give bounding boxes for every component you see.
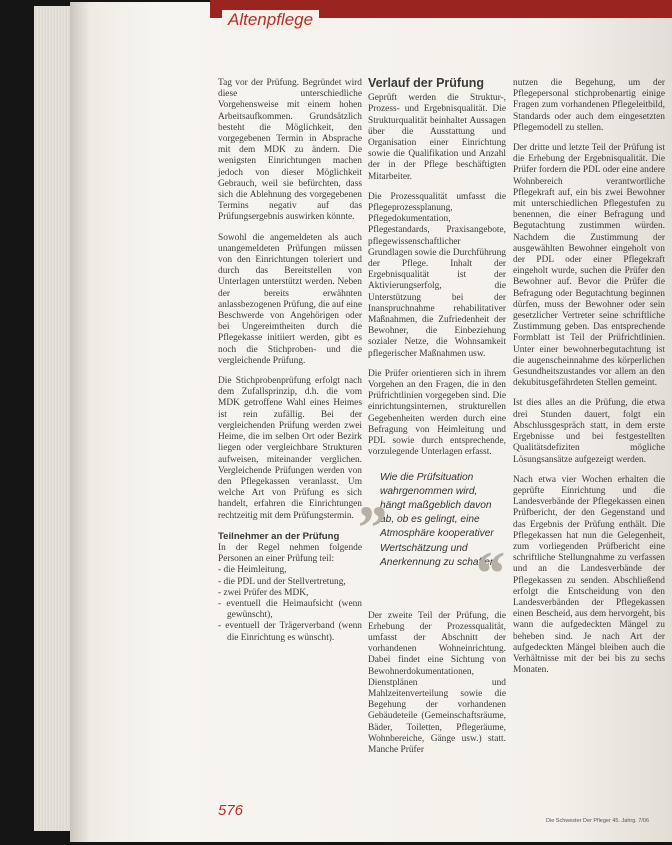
paragraph: Die Prüfer orientieren sich in ihrem Vorgehen an den Fragen, die in den Prüfrichtlinien vorgegeben sind. Die einrichtungsinternen, strukturellen Gegebenheiten werden durch eine Befragung von Heimleitung und PDL sowie durch entsprechende, vorzulegende Unterlagen erfasst. <box>368 368 506 458</box>
list-intro: In der Regel nehmen folgende Personen an einer Prüfung teil: <box>218 542 362 565</box>
close-quote-icon: “ <box>473 539 504 608</box>
list-item: - eventuell die Heimaufsicht (wenn gewünscht), <box>218 598 362 621</box>
paragraph: Ist dies alles an die Prüfung, die etwa drei Stunden dauert, folgt ein Abschlussgespräch statt, in dem erste Ergebnisse und bei festgestellten Qualitätsdefiziten mögliche Lösungsansätze aufgezeigt werden. <box>513 398 665 465</box>
page-number: 576 <box>218 802 244 819</box>
paragraph: Der dritte und letzte Teil der Prüfung ist die Erhebung der Ergebnisqualität. Die Prüfer fordern die PDL oder eine andere Wohnbereich verantwortliche Pflegekraft auf, ein bis zwei Bewohner mit unterschiedlichen Pflegestufen zu benennen, die einer Befragung und Begutachtung zustimmen würden. Nachdem die Zustimmung der ausgewählten Bewohner eingeholt von der PDL oder einer Pflegekraft eingeholt wurde, suchen die Prüfer den Bewohner auf. Bevor die Prüfer die Befragung oder Begutachtung beginnen dürfen, muss der Bewohner oder sein gesetzlicher Vertreter seine schriftliche Zustimmung geben. Das entsprechende Formblatt ist Teil der Prüfrichtlinien. Unter einer bewohnerbegutachtung ist die augenscheinnahme des körperlichen Gesundheitszustandes vor allem an den dekubitusgefährdeten Stellen gemeint. <box>513 143 665 389</box>
column-left <box>218 78 362 768</box>
paragraph: Der zweite Teil der Prüfung, die Erhebung der Prozessqualität, umfasst der Abschnitt der vorhandenen Wohneinrichtung. Dabei findet eine Sichtung von Bewohnerdokumentationen, Dienstplänen und Mahlzeitenverteilung sowie die Begehung der vorhandenen Gebäudeteile (Gemeinschaftsräume, Bäder, Toiletten, Pflegeräume, Wohnbereiche, Gänge usw.) statt. Manche Prüfer <box>368 610 506 755</box>
section-header: Altenpflege <box>222 10 319 30</box>
paragraph: Sowohl die angemeldeten als auch unangemeldeten Prüfungen müssen von den Einrichtungen toleriert und durch das Bereitstellen von Unterlagen unterstützt werden. Neben der bereits erwähnten anlassbezogenen Prüfung, die auf eine Beschwerde von Angehörigen oder bei Ungereimtheiten durch die Pflegekasse initiiert werden, gibt es noch die Stichproben- und die vergleichende Prüfung. <box>218 232 362 366</box>
footer-citation: Die Schwester Der Pfleger 45. Jahrg. 7/06 <box>546 818 650 824</box>
subheading: Teilnehmer an der Prüfung <box>218 530 340 542</box>
pull-quote-text: Wie die Prüfsituation wahrgenommen wird, hängt maßgeblich davon ab, ob es gelingt, eine Atmosphäre kooperativer Wertschätzung und Anerkennung zu schaffen. <box>380 471 499 568</box>
list-item: - die PDL und der Stellvertretung, <box>218 576 346 587</box>
paragraph: Geprüft werden die Struktur-, Prozess- und Ergebnisqualität. Die Strukturqualität beinhaltet Aussagen über die Ausstattung und Organisation einer Einrichtung sowie die Qualifikation und Anzahl der in der Pflege beschäftigten Mitarbeiter. <box>368 93 506 182</box>
paragraph: Tag vor der Prüfung. Begründet wird diese unterschiedliche Vorgehensweise mit einem hohen Arbeitsaufkommen. Grundsätzlich besteht die Möglichkeit, den vorgegebenen Termin in Absprache mit dem MDK zu ändern. Die wenigsten Einrichtungen machen jedoch von dieser Möglichkeit Gebrauch, weil sie befürchten, dass sich die Ablehnung des vorgegebenen Termins negativ auf das Prüfungsergebnis auswirken könnte. <box>218 78 362 223</box>
paragraph: nutzen die Begehung, um der Pflegepersonal stichprobenartig einige Fragen zum vorhandenen Pflegeleitbild, Standards oder auch dem eingesetzten Pflegemodell zu stellen. <box>513 78 665 133</box>
article-heading: Verlauf der Prüfung <box>368 76 484 90</box>
participants-list <box>218 565 362 643</box>
list-item: - zwei Prüfer des MDK, <box>218 587 309 598</box>
pull-quote <box>360 461 506 608</box>
paragraph: Nach etwa vier Wochen erhalten die geprüfte Einrichtung und die Landesverbände der Pflegekassen einen Prüfbericht, der den Gegenstand und das Ergebnis der Prüfung enthält. Die Pflegekassen hat nun die Gelegenheit, zum vorliegenden Prüfbericht eine schriftliche Stellungnahme zu verfassen und an die Landesverbände der Pflegekassen zu senden. Abschließend erfolgt die Entscheidung von den Landesverbänden der Pflegekassen einen Bescheid, aus dem hervorgeht, bis wann die aufgedeckten Mängel zu beheben sind. Je nach Art der aufgedeckten Mängel bleiben auch die Verhältnisse mit der bei bis zu sechs Monaten. <box>513 474 665 676</box>
column-right <box>513 78 665 768</box>
paragraph: Die Prozessqualität umfasst die Pflegeprozessplanung, Pflegedokumentation, Pflegestandards, Praxisangebote, pflegewissenschaftlicher Grundlagen sowie die Durchführung der Pflege. Inhalt der Ergebnisqualität ist der Aktivierungserfolg, die Unterstützung bei der Inanspruchnahme rehabilitativer Maßnahmen, die Zufriedenheit der Bewohner, die Einbeziehung sozialer Netze, die Wohnsamkeit pflegerischer Maßnahmen usw. <box>368 191 506 359</box>
column-middle <box>360 76 506 765</box>
list-item: - die Heimleitung, <box>218 565 287 576</box>
open-quote-icon: „ <box>360 461 391 530</box>
paragraph: Die Stichprobenprüfung erfolgt nach dem Zufallsprinzip, d.h. die vom MDK getroffene Wahl eines Heimes ist rein zufällig. Bei der vergleichenden Prüfung werden zwei Heime, die im selben Ort oder Bezirk liegen oder vergleichbare Strukturen aufweisen, miteinander verglichen. Vergleichende Prüfungen werden von den Pflegekassen veranlasst. Um welche Art von Prüfung es sich handelt, erfahren die Einrichtungen rechtzeitig mit dem Prüfungstermin. <box>218 376 362 521</box>
list-item: - eventuell der Trägerverband (wenn die Einrichtung es wünscht). <box>218 621 362 643</box>
